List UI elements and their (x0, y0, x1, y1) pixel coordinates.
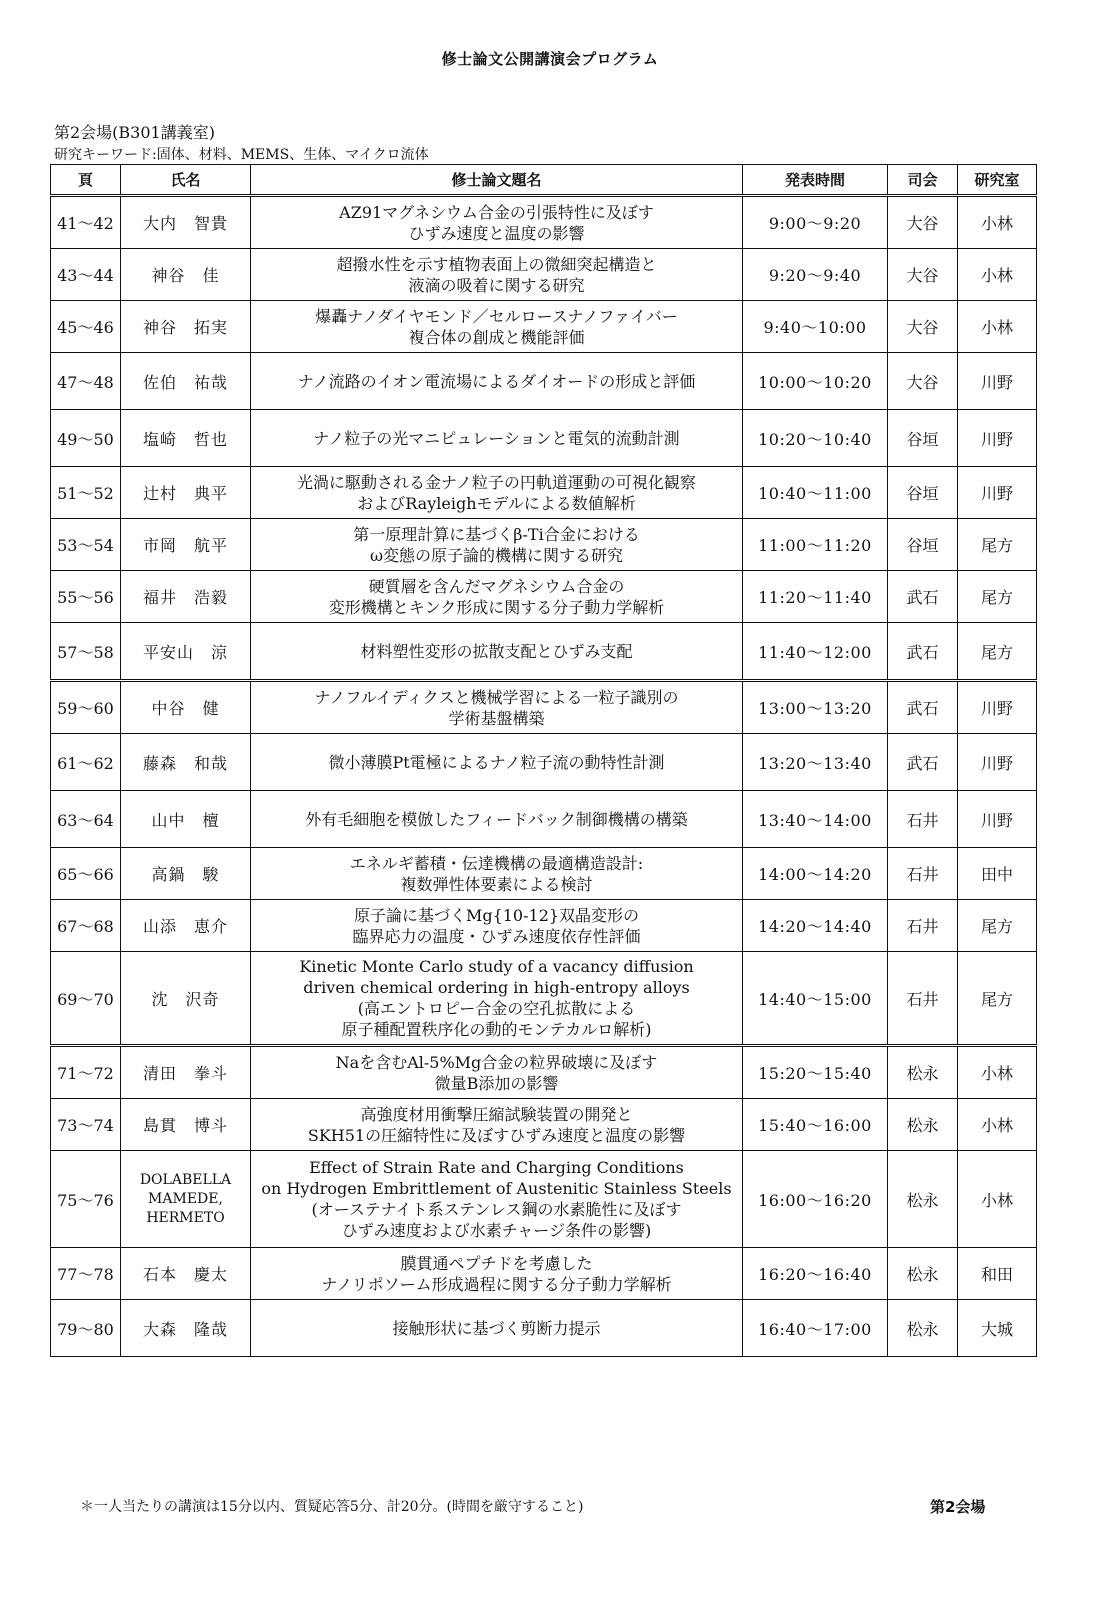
thesis-title (251, 1046, 743, 1099)
table-row (51, 301, 1037, 353)
chair: 松永 (888, 1099, 958, 1151)
title-line: (高エントロピー合金の空孔拡散による (357, 999, 636, 1018)
page-range: 71～72 (51, 1046, 121, 1099)
thesis-title (251, 196, 743, 249)
thesis-title (251, 623, 743, 681)
lab: 尾方 (958, 519, 1037, 571)
room-label: 第2会場(B301講義室) (54, 123, 215, 142)
chair: 石井 (888, 900, 958, 952)
presenter-name: 辻村 典平 (121, 467, 251, 519)
presenter-name: 山添 恵介 (121, 900, 251, 952)
page-range: 43～44 (51, 249, 121, 301)
presenter-name: 石本 慶太 (121, 1248, 251, 1300)
presentation-time: 16:40～17:00 (743, 1300, 888, 1357)
column-header-chair: 司会 (888, 165, 958, 196)
lab: 川野 (958, 467, 1037, 519)
thesis-title (251, 791, 743, 848)
page-range: 65～66 (51, 848, 121, 900)
thesis-title (251, 1248, 743, 1300)
title-line: 超撥水性を示す植物表面上の微細突起構造と (336, 254, 657, 274)
table-row (51, 900, 1037, 952)
chair: 松永 (888, 1046, 958, 1099)
lab: 大城 (958, 1300, 1037, 1357)
lab: 和田 (958, 1248, 1037, 1300)
lab: 小林 (958, 196, 1037, 249)
presenter-name: 大森 隆哉 (121, 1300, 251, 1357)
table-row (51, 734, 1037, 791)
presentation-time: 11:40～12:00 (743, 623, 888, 681)
thesis-title (251, 410, 743, 467)
presentation-time: 15:40～16:00 (743, 1099, 888, 1151)
title-line: 学術基盤構築 (448, 708, 545, 728)
chair: 石井 (888, 848, 958, 900)
page-range: 55～56 (51, 571, 121, 623)
lab: 小林 (958, 249, 1037, 301)
research-keywords: 研究キーワード:固体、材料、MEMS、生体、マイクロ流体 (54, 147, 429, 163)
name-line: HERMETO (146, 1209, 225, 1226)
lab: 小林 (958, 301, 1037, 353)
page-range: 57～58 (51, 623, 121, 681)
thesis-title (251, 467, 743, 519)
title-line: エネルギ蓄積・伝達機構の最適構造設計: (349, 853, 644, 873)
page-range: 51～52 (51, 467, 121, 519)
title-line: 微小薄膜Pt電極によるナノ粒子流の動特性計測 (328, 752, 665, 772)
title-line: ナノ粒子の光マニピュレーションと電気的流動計測 (313, 428, 680, 448)
title-line: ナノ流路のイオン電流場によるダイオードの形成と評価 (297, 371, 696, 391)
presenter-name (121, 1151, 251, 1248)
thesis-title (251, 734, 743, 791)
title-line: ナノリポソーム形成過程に関する分子動力学解析 (321, 1274, 672, 1294)
lab: 田中 (958, 848, 1037, 900)
table-row (51, 410, 1037, 467)
chair: 石井 (888, 952, 958, 1046)
title-line: Kinetic Monte Carlo study of a vacancy diffusion (299, 957, 694, 976)
title-line: およびRayleighモデルによる数値解析 (357, 493, 636, 513)
presentation-time: 14:00～14:20 (743, 848, 888, 900)
lab: 川野 (958, 410, 1037, 467)
presenter-name: 高鍋 駿 (121, 848, 251, 900)
column-header-title: 修士論文題名 (251, 165, 743, 196)
table-row (51, 1099, 1037, 1151)
table-row (51, 1300, 1037, 1357)
presenter-name: 藤森 和哉 (121, 734, 251, 791)
title-line: 原子種配置秩序化の動的モンテカルロ解析) (341, 1020, 652, 1039)
page-range: 59～60 (51, 681, 121, 734)
title-line: 液滴の吸着に関する研究 (408, 275, 585, 295)
title-line: ひずみ速度と温度の影響 (408, 223, 585, 243)
presentation-time: 15:20～15:40 (743, 1046, 888, 1099)
table-row (51, 467, 1037, 519)
title-line: AZ91マグネシウム合金の引張特性に及ぼす (339, 202, 654, 222)
chair: 武石 (888, 734, 958, 791)
table-row (51, 519, 1037, 571)
title-line: Effect of Strain Rate and Charging Conditions (309, 1158, 684, 1177)
presenter-name: 神谷 拓実 (121, 301, 251, 353)
table-row (51, 249, 1037, 301)
thesis-title (251, 353, 743, 410)
title-line: 変形機構とキンク形成に関する分子動力学解析 (328, 597, 665, 617)
table-row (51, 1046, 1037, 1099)
page-title: 修士論文公開講演会プログラム (441, 50, 659, 68)
lab: 川野 (958, 681, 1037, 734)
presenter-name: 山中 檀 (121, 791, 251, 848)
presenter-name: 中谷 健 (121, 681, 251, 734)
title-line: on Hydrogen Embrittlement of Austenitic Stainless Steels (261, 1179, 732, 1198)
column-header-page: 頁 (51, 165, 121, 196)
title-line: 外有毛細胞を模倣したフィードバック制御機構の構築 (305, 809, 688, 829)
lab: 尾方 (958, 623, 1037, 681)
thesis-title (251, 848, 743, 900)
table-row (51, 196, 1037, 249)
page-range: 79～80 (51, 1300, 121, 1357)
table-row (51, 952, 1037, 1046)
name-line: DOLABELLA (139, 1171, 232, 1188)
chair: 石井 (888, 791, 958, 848)
presenter-name: 塩崎 哲也 (121, 410, 251, 467)
page-range: 41～42 (51, 196, 121, 249)
chair: 谷垣 (888, 519, 958, 571)
title-line: (オーステナイト系ステンレス鋼の水素脆性に及ぼす (311, 1200, 682, 1219)
lab: 川野 (958, 353, 1037, 410)
title-line: 材料塑性変形の拡散支配とひずみ支配 (360, 641, 633, 661)
thesis-title (251, 519, 743, 571)
presenter-name: 佐伯 祐哉 (121, 353, 251, 410)
column-header-time: 発表時間 (743, 165, 888, 196)
thesis-title (251, 249, 743, 301)
presentation-time: 11:00～11:20 (743, 519, 888, 571)
footnote: ＊一人当たりの講演は15分以内、質疑応答5分、計20分。(時間を厳守すること) (80, 1499, 584, 1515)
title-line: SKH51の圧縮特性に及ぼすひずみ速度と温度の影響 (307, 1125, 686, 1145)
thesis-title (251, 952, 743, 1046)
thesis-title (251, 301, 743, 353)
chair: 大谷 (888, 301, 958, 353)
chair: 大谷 (888, 353, 958, 410)
table-row (51, 791, 1037, 848)
presentation-time: 13:00～13:20 (743, 681, 888, 734)
table-row (51, 571, 1037, 623)
presentation-time: 10:00～10:20 (743, 353, 888, 410)
presenter-name: 平安山 涼 (121, 623, 251, 681)
title-line: Naを含むAl-5%Mg合金の粒界破壊に及ぼす (335, 1052, 658, 1072)
program-table (50, 164, 1037, 1357)
presentation-time: 9:40～10:00 (743, 301, 888, 353)
page-range: 53～54 (51, 519, 121, 571)
page-range: 45～46 (51, 301, 121, 353)
lab: 小林 (958, 1151, 1037, 1248)
page-range: 73～74 (51, 1099, 121, 1151)
chair: 谷垣 (888, 410, 958, 467)
lab: 尾方 (958, 571, 1037, 623)
table-header-row (51, 165, 1037, 196)
table-row (51, 681, 1037, 734)
presenter-name: 清田 拳斗 (121, 1046, 251, 1099)
title-line: 硬質層を含んだマグネシウム合金の (368, 576, 625, 596)
presentation-time: 16:00～16:20 (743, 1151, 888, 1248)
presentation-time: 16:20～16:40 (743, 1248, 888, 1300)
table-row (51, 1151, 1037, 1248)
title-line: 接触形状に基づく剪断力提示 (392, 1318, 601, 1338)
title-line: 膜貫通ペプチドを考慮した (400, 1253, 593, 1273)
thesis-title (251, 1300, 743, 1357)
presenter-name: 大内 智貴 (121, 196, 251, 249)
title-line: 臨界応力の温度・ひずみ速度依存性評価 (352, 926, 641, 946)
page-range: 69～70 (51, 952, 121, 1046)
thesis-title (251, 1151, 743, 1248)
title-line: 光渦に駆動される金ナノ粒子の円軌道運動の可視化観察 (297, 472, 696, 492)
lab: 川野 (958, 734, 1037, 791)
table-row (51, 623, 1037, 681)
title-line: 原子論に基づくMg{10-12}双晶変形の (353, 905, 640, 925)
title-line: 高強度材用衝撃圧縮試験装置の開発と (360, 1104, 633, 1124)
chair: 武石 (888, 681, 958, 734)
presentation-time: 10:20～10:40 (743, 410, 888, 467)
thesis-title (251, 681, 743, 734)
lab: 尾方 (958, 952, 1037, 1046)
lab: 川野 (958, 791, 1037, 848)
presentation-time: 9:00～9:20 (743, 196, 888, 249)
chair: 大谷 (888, 249, 958, 301)
table-row (51, 848, 1037, 900)
title-line: driven chemical ordering in high-entropy alloys (303, 978, 690, 997)
column-header-lab: 研究室 (958, 165, 1037, 196)
chair: 武石 (888, 571, 958, 623)
table-row (51, 353, 1037, 410)
presentation-time: 11:20～11:40 (743, 571, 888, 623)
title-line: 爆轟ナノダイヤモンド／セルロースナノファイバー (315, 306, 678, 326)
presentation-time: 14:40～15:00 (743, 952, 888, 1046)
name-line: MAMEDE, (148, 1190, 223, 1207)
page-range: 47～48 (51, 353, 121, 410)
presentation-time: 14:20～14:40 (743, 900, 888, 952)
thesis-title (251, 571, 743, 623)
title-line: 複合体の創成と機能評価 (408, 327, 585, 347)
lab: 尾方 (958, 900, 1037, 952)
lab: 小林 (958, 1046, 1037, 1099)
chair: 松永 (888, 1300, 958, 1357)
presentation-time: 13:40～14:00 (743, 791, 888, 848)
title-line: ナノフルイディクスと機械学習による一粒子識別の (314, 687, 679, 707)
page-range: 75～76 (51, 1151, 121, 1248)
chair: 武石 (888, 623, 958, 681)
page-range: 49～50 (51, 410, 121, 467)
page-range: 77～78 (51, 1248, 121, 1300)
chair: 谷垣 (888, 467, 958, 519)
title-line: ひずみ速度および水素チャージ条件の影響) (341, 1221, 652, 1240)
title-line: 微量B添加の影響 (434, 1073, 559, 1093)
presenter-name: 福井 浩毅 (121, 571, 251, 623)
room-footer-label: 第2会場 (930, 1498, 986, 1516)
presenter-name: 市岡 航平 (121, 519, 251, 571)
presenter-name: 島貫 博斗 (121, 1099, 251, 1151)
presentation-time: 13:20～13:40 (743, 734, 888, 791)
chair: 松永 (888, 1151, 958, 1248)
title-line: ω変態の原子論的機構に関する研究 (369, 545, 624, 565)
thesis-title (251, 1099, 743, 1151)
presentation-time: 10:40～11:00 (743, 467, 888, 519)
page-range: 61～62 (51, 734, 121, 791)
title-line: 複数弾性体要素による検討 (400, 874, 593, 894)
presenter-name: 沈 沢奇 (121, 952, 251, 1046)
chair: 大谷 (888, 196, 958, 249)
presenter-name: 神谷 佳 (121, 249, 251, 301)
presentation-time: 9:20～9:40 (743, 249, 888, 301)
chair: 松永 (888, 1248, 958, 1300)
lab: 小林 (958, 1099, 1037, 1151)
table-row (51, 1248, 1037, 1300)
title-line: 第一原理計算に基づくβ-Ti合金における (353, 524, 640, 544)
thesis-title (251, 900, 743, 952)
page-range: 63～64 (51, 791, 121, 848)
column-header-name: 氏名 (121, 165, 251, 196)
page-range: 67～68 (51, 900, 121, 952)
